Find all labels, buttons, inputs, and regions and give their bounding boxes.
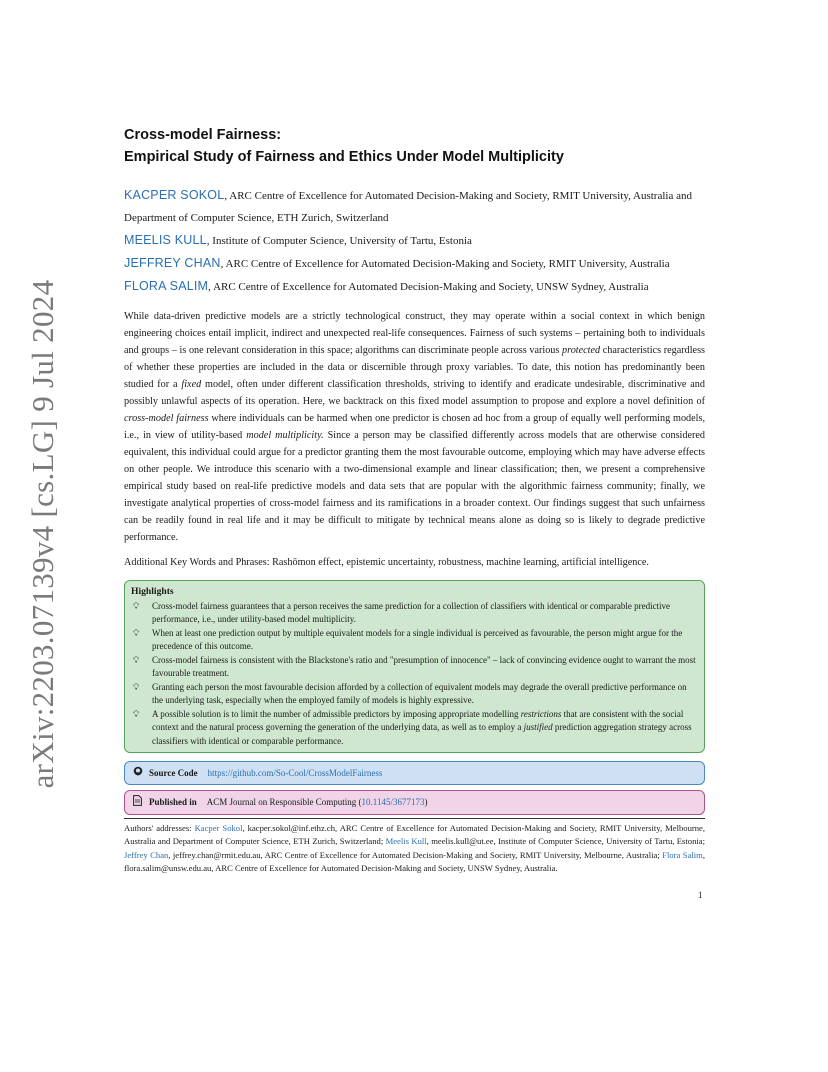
published-box	[124, 790, 705, 815]
highlight-text: When at least one prediction output by multiple equivalent models for a single individual is perceived as favourable, the person might argue for the precedence of this outcome.	[152, 627, 683, 651]
abstract-emphasis: fixed	[181, 379, 202, 390]
author-entry	[124, 275, 705, 298]
highlight-text: Cross-model fairness guarantees that a person receives the same prediction for a collection of classifiers with identical or comparable predictive performance, i.e., under utility-based model multiplicity.	[152, 600, 671, 624]
highlight-text: that are consistent with the social context and the natural process governing the generation of the underlying data, as well as to employ a	[152, 708, 684, 732]
highlights-box	[124, 580, 705, 753]
highlights-title: Highlights	[131, 586, 174, 597]
author-name[interactable]: JEFFREY CHAN	[124, 256, 221, 270]
abstract-text: Since a person may be classified differently across models that are otherwise considered equivalent, this individual could argue for a predictor granting them the most favourable outcome, employing which may have adverse effects on other people. We introduce this scenario with a two-dimensional example and linear classification; then, we present a comprehensive empirical study based on real-life predictive models and data sets that are popular with the algorithmic fairness community; finally, we investigate analytical properties of cross-model fairness and its ramifications in a broader context. Our findings suggest that such unfairness can be readily found in real life and it may be difficult to mitigate by technical means alone as doing so is likely to degrade predictive performance.	[124, 430, 705, 543]
author-entry	[124, 184, 705, 229]
lightbulb-icon: 💡︎	[133, 681, 140, 692]
title-line-2: Empirical Study of Fairness and Ethics Under Model Multiplicity	[124, 149, 564, 165]
paper-page	[124, 124, 705, 815]
highlight-text: Granting each person the most favourable decision afforded by a collection of equivalent models may degrade the overall predictive performance on the underlying task, especially when the employed family of models is highly expressive.	[152, 681, 687, 705]
footnote-rule	[124, 818, 705, 819]
published-label: Published in	[149, 797, 197, 807]
abstract-text: where individuals can be harmed when one predictor is chosen ad hoc from a group of equally well performing models, i.e., in view of utility-based	[124, 413, 706, 441]
highlight-item	[131, 708, 696, 749]
author-name[interactable]: MEELIS KULL	[124, 233, 207, 247]
lightbulb-icon: 💡︎	[133, 654, 140, 665]
abstract-text: While data-driven predictive models are a strictly technological construct, they may operate within a social context in which benign engineering choices entail implicit, indirect and unexpected real-life consequences. Fairness of such systems – pertaining both to individuals and groups – is one relevant consideration in this space; algorithms can discriminate people across various	[124, 311, 705, 356]
document-icon	[133, 795, 149, 810]
highlight-emphasis: restrictions	[520, 708, 562, 719]
abstract-text: model, often under different classification thresholds, striving to identify and eradicate undesirable, discriminative and possibly unlawful aspects of its operation. Here, we backtrack on this fixed model assumption to propose and explore a novel definition of	[124, 379, 705, 407]
published-close: )	[424, 797, 428, 807]
footnote	[124, 822, 705, 876]
author-affiliation: , Institute of Computer Science, University of Tartu, Estonia	[206, 235, 472, 247]
abstract-emphasis: cross-model fairness	[124, 413, 209, 424]
highlight-item	[131, 681, 696, 708]
source-code-link[interactable]: https://github.com/So-Cool/CrossModelFairness	[207, 767, 383, 778]
footnote-text: , kacper.sokol@inf.ethz.ch, ARC Centre of Excellence for Automated Decision-Making and Society, RMIT University, Melbourne, Australia and Department of Computer Science, ETH Zurich, Switzerland;	[124, 823, 706, 847]
highlight-emphasis: justified	[523, 722, 553, 732]
footnote-text: , jeffrey.chan@rmit.edu.au, ARC Centre of Excellence for Automated Decision-Making and Society, RMIT University, Melbourne, Australia;	[168, 849, 663, 860]
github-icon	[133, 766, 149, 780]
highlight-item	[131, 654, 696, 681]
published-venue: ACM Journal on Responsible Computing (	[206, 797, 362, 807]
author-link[interactable]: Jeffrey Chan	[124, 849, 169, 860]
highlight-item	[131, 600, 696, 627]
title-line-1: Cross-model Fairness:	[124, 127, 282, 143]
author-affiliation: , ARC Centre of Excellence for Automated Decision-Making and Society, RMIT University, Australia	[220, 258, 670, 270]
highlight-text: prediction aggregation strategy across classifiers with identical or comparable performance.	[152, 722, 692, 746]
doi-link[interactable]: 10.1145/3677173	[361, 797, 425, 807]
highlight-text: Cross-model fairness is consistent with the Blackstone's ratio and "presumption of innocence" – lack of convincing evidence ought to warrant the most favourable treatment.	[152, 654, 696, 678]
highlight-item	[131, 627, 696, 654]
source-code-label: Source Code	[149, 767, 198, 778]
footnote-text: , flora.salim@unsw.edu.au, ARC Centre of Excellence for Automated Decision-Making and Society, UNSW Sydney, Australia.	[124, 849, 705, 874]
abstract	[124, 308, 705, 546]
source-code-box	[124, 761, 705, 785]
author-name[interactable]: FLORA SALIM	[124, 279, 209, 293]
highlight-text: A possible solution is to limit the number of admissible predictors by imposing appropriate modelling	[152, 708, 521, 719]
lightbulb-icon: 💡︎	[133, 600, 140, 611]
page-number: 1	[698, 890, 703, 900]
footnote-text: Authors' addresses:	[124, 823, 195, 833]
author-link[interactable]: Kacper Sokol	[194, 823, 243, 833]
author-link[interactable]: Flora Salim	[662, 849, 703, 860]
abstract-emphasis: protected	[562, 345, 601, 356]
lightbulb-icon: 💡︎	[133, 708, 140, 719]
author-entry	[124, 229, 705, 252]
arxiv-stamp: arXiv:2203.07139v4 [cs.LG] 9 Jul 2024	[25, 279, 60, 789]
author-link[interactable]: Meelis Kull	[385, 836, 427, 847]
author-list	[124, 184, 705, 298]
author-affiliation: , ARC Centre of Excellence for Automated Decision-Making and Society, RMIT University, Australia and Department of Computer Science, ETH Zurich, Switzerland	[124, 190, 692, 224]
author-affiliation: , ARC Centre of Excellence for Automated Decision-Making and Society, UNSW Sydney, Australia	[208, 281, 649, 293]
author-entry	[124, 252, 705, 275]
footnote-text: , meelis.kull@ut.ee, Institute of Computer Science, University of Tartu, Estonia;	[426, 836, 705, 847]
paper-title	[124, 124, 705, 168]
author-name[interactable]: KACPER SOKOL	[124, 188, 225, 202]
abstract-text: characteristics regardless of whether these properties are included in the data or discernible through proxy variables. To date, this notion has predominantly been studied for a	[124, 345, 705, 390]
abstract-emphasis: model multiplicity.	[246, 430, 324, 441]
lightbulb-icon: 💡︎	[133, 627, 140, 638]
keywords: Additional Key Words and Phrases: Rashōmon effect, epistemic uncertainty, robustness, machine learning, artificial intelligence.	[124, 557, 649, 568]
